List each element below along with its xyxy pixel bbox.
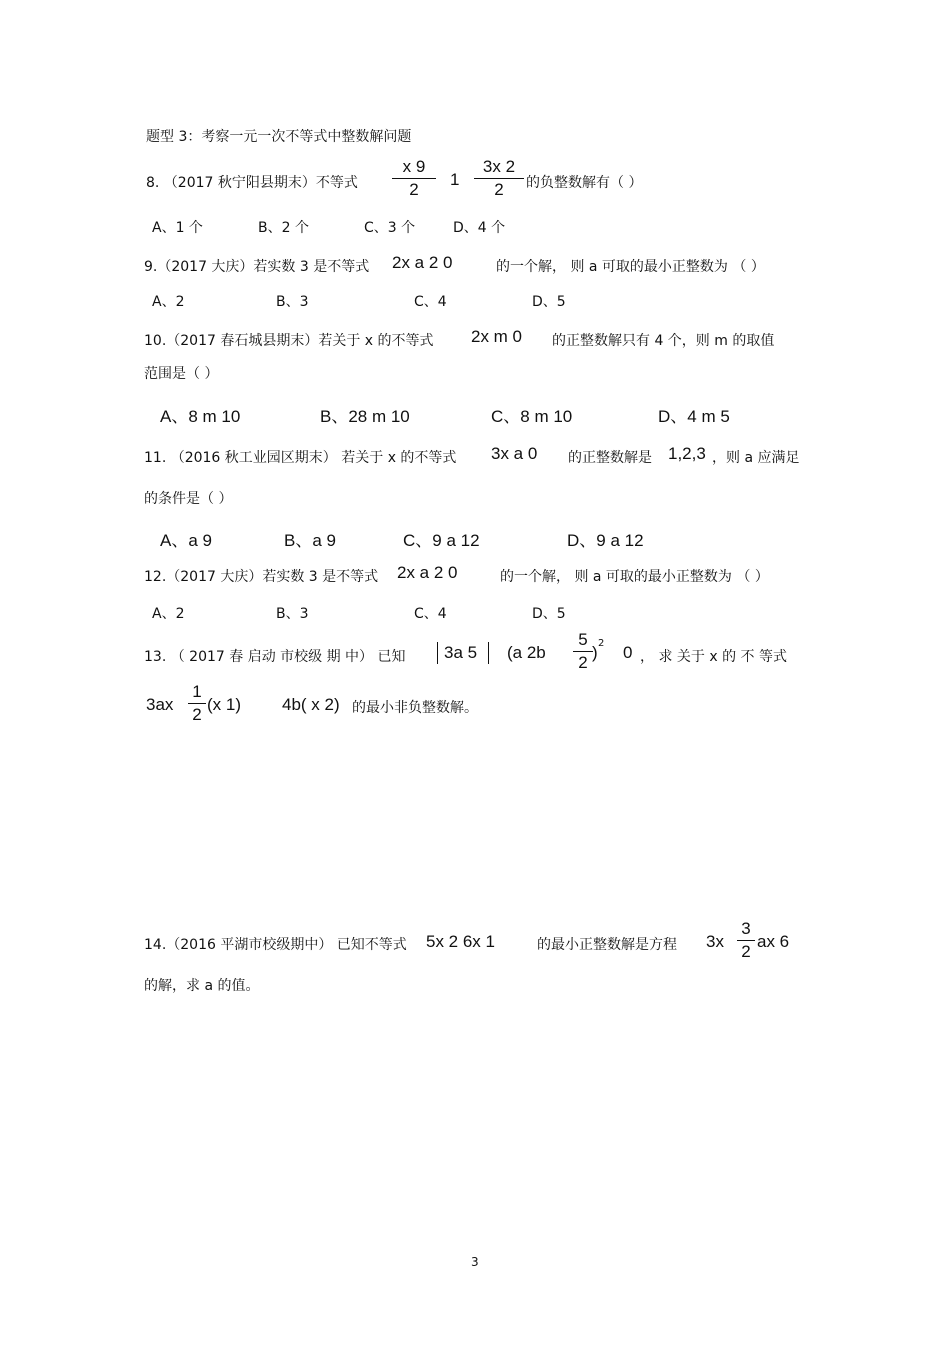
q8-fraction-1 [392,157,436,200]
q10-option-a: A、8 m 10 [160,407,241,426]
q11-suffix: ，则 a 应满足 [712,450,800,466]
page-number: 3 [471,1255,479,1269]
q11-prefix: 11. （2016 秋工业园区期末） 若关于 x 的不等式 [144,450,457,466]
q11-mid: 的正整数解是 [568,450,652,466]
q13-l2-fraction [188,682,206,725]
q14-prefix: 14.（2016 平湖市校级期中） 已知不等式 [144,937,407,953]
q13-l2f-numerator: 1 [192,682,202,701]
q8-option-c: C、3 个 [364,220,416,236]
q14-e2a: 3x [706,932,724,951]
q13-abs-content: 3a 5 [444,643,478,662]
q9-prefix: 9.（2017 大庆）若实数 3 是不等式 [144,259,370,275]
q14-e2b: ax 6 [757,932,790,951]
q13-absolute-value [437,642,489,664]
q14-f-denominator: 2 [741,942,751,961]
q11-option-d: D、9 a 12 [567,531,644,550]
q9-suffix: 的一个解， 则 a 可取的最小正整数为 （ ） [496,259,765,275]
section-title: 题型 3：考察一元一次不等式中整数解问题 [146,129,412,145]
q13-l2c: 4b( x 2) [282,695,340,714]
q12-option-a: A、2 [152,606,185,622]
q12-option-c: C、4 [414,606,447,622]
q14-f-numerator: 3 [741,919,751,938]
q9-expr: 2x a 2 0 [392,253,453,272]
q13-f-denominator: 2 [578,653,588,672]
q8-prefix: 8. （2017 秋宁阳县期末）不等式 [146,175,358,191]
q8-f1-numerator: x 9 [402,157,426,176]
q11-expr: 3x a 0 [491,444,538,463]
q13-l2f-denominator: 2 [192,705,202,724]
q13-fraction [573,630,593,673]
q10-line2: 范围是（ ） [144,366,219,382]
q9-option-b: B、3 [276,294,309,310]
q8-option-b: B、2 个 [258,220,309,236]
q11-line2: 的条件是（ ） [144,491,233,507]
q13-l2a: 3ax [146,695,174,714]
q10-suffix: 的正整数解只有 4 个，则 m 的取值 [552,333,775,349]
q13-l2b: (x 1) [207,695,241,714]
q8-fraction-2 [474,157,524,200]
q10-prefix: 10.（2017 春石城县期末）若关于 x 的不等式 [144,333,434,349]
q14-mid: 的最小正整数解是方程 [537,937,677,953]
q8-option-d: D、4 个 [453,220,506,236]
q13-suffix: ， 求 关于 x 的 不 等式 [640,649,787,665]
q8-mid: 1 [450,170,460,189]
q13-close: ) [592,643,598,662]
q10-expr: 2x m 0 [471,327,523,346]
q12-expr: 2x a 2 0 [397,563,458,582]
q14-fraction [737,919,755,962]
q11-vals: 1,2,3 [668,444,706,463]
q13-prefix: 13. （ 2017 春 启动 市校级 期 中） 已知 [144,649,406,665]
q12-option-d: D、5 [532,606,566,622]
q9-option-a: A、2 [152,294,185,310]
q8-f1-denominator: 2 [409,180,419,199]
q8-suffix: 的负整数解有（ ） [526,175,643,191]
q10-option-d: D、4 m 5 [658,407,730,426]
q14-expr: 5x 2 6x 1 [426,932,495,951]
q13-sup: 2 [598,638,605,649]
q12-suffix: 的一个解， 则 a 可取的最小正整数为 （ ） [500,569,769,585]
q9-option-c: C、4 [414,294,447,310]
q10-option-b: B、28 m 10 [320,407,410,426]
q12-prefix: 12.（2017 大庆）若实数 3 是不等式 [144,569,379,585]
q10-option-c: C、8 m 10 [491,407,573,426]
q13-f-numerator: 5 [578,630,588,649]
q12-option-b: B、3 [276,606,309,622]
q13-l2d: 的最小非负整数解。 [352,700,478,716]
q13-zero: 0 [623,643,633,662]
q13-paren: (a 2b [507,643,546,662]
q14-line2: 的解，求 a 的值。 [144,978,260,994]
q11-option-b: B、a 9 [284,531,336,550]
q11-option-c: C、9 a 12 [403,531,480,550]
q9-option-d: D、5 [532,294,566,310]
q8-f2-denominator: 2 [494,180,504,199]
q11-option-a: A、a 9 [160,531,212,550]
q8-option-a: A、1 个 [152,220,203,236]
q8-f2-numerator: 3x 2 [482,157,516,176]
